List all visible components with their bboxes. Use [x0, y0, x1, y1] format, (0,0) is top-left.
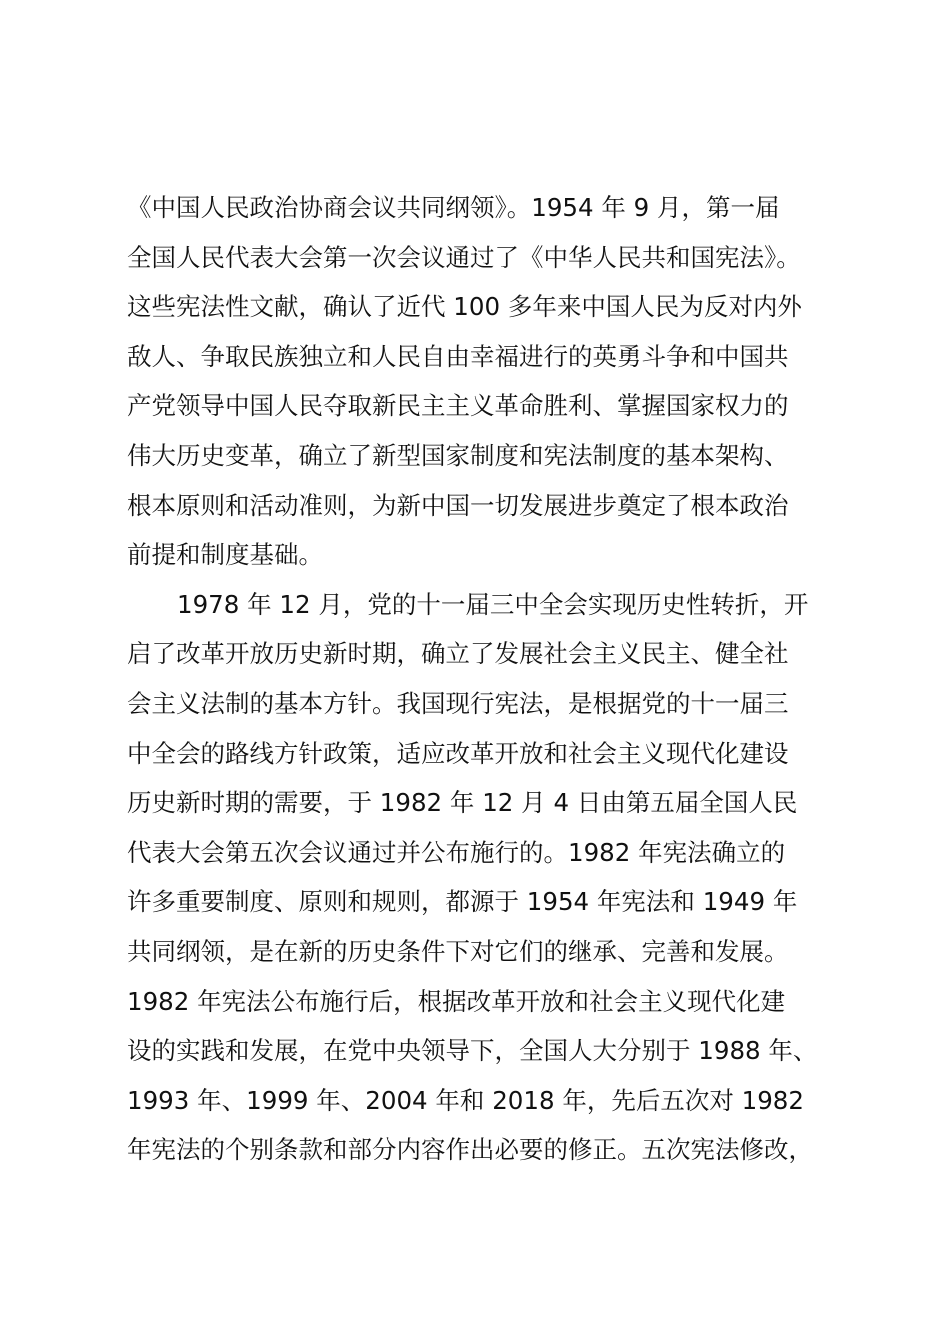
text-line: 伟大历史变革，确立了新型国家制度和宪法制度的基本架构、: [127, 440, 789, 470]
text-line: 1982 年宪法公布施行后，根据改革开放和社会主义现代化建: [127, 986, 786, 1016]
text-line: 产党领导中国人民夺取新民主主义革命胜利、掌握国家权力的: [127, 391, 789, 421]
body-text: [127, 183, 857, 1175]
text-line: 会主义法制的基本方针。我国现行宪法，是根据党的十一届三: [127, 688, 789, 718]
text-line: 历史新时期的需要，于 1982 年 12 月 4 日由第五届全国人民: [127, 788, 798, 818]
paragraph-first-line: 1978 年 12 月，党的十一届三中全会实现历史性转折，开: [177, 589, 809, 619]
text-line: 年宪法的个别条款和部分内容作出必要的修正。五次宪法修改，: [127, 1135, 813, 1165]
text-line: 许多重要制度、原则和规则，都源于 1954 年宪法和 1949 年: [127, 887, 798, 917]
text-line: 《中国人民政治协商会议共同纲领》。1954 年 9 月，第一届: [127, 193, 780, 222]
text-line: 启了改革开放历史新时期，确立了发展社会主义民主、健全社: [127, 639, 789, 669]
text-line: 1993 年、1999 年、2004 年和 2018 年，先后五次对 1982: [127, 1085, 804, 1115]
text-line: 敌人、争取民族独立和人民自由幸福进行的英勇斗争和中国共: [127, 341, 789, 371]
text-line: 代表大会第五次会议通过并公布施行的。1982 年宪法确立的: [127, 837, 786, 867]
text-line: 这些宪法性文献，确认了近代 100 多年来中国人民为反对内外: [127, 292, 802, 322]
text-line: 中全会的路线方针政策，适应改革开放和社会主义现代化建设: [127, 738, 789, 768]
text-line: 设的实践和发展，在党中央领导下，全国人大分别于 1988 年、: [127, 1036, 818, 1066]
text-line: 根本原则和活动准则，为新中国一切发展进步奠定了根本政治: [127, 490, 789, 520]
text-line: 全国人民代表大会第一次会议通过了《中华人民共和国宪法》。: [127, 242, 801, 272]
text-line: 共同纲领，是在新的历史条件下对它们的继承、完善和发展。: [127, 936, 789, 966]
text-line: 前提和制度基础。: [127, 540, 323, 570]
